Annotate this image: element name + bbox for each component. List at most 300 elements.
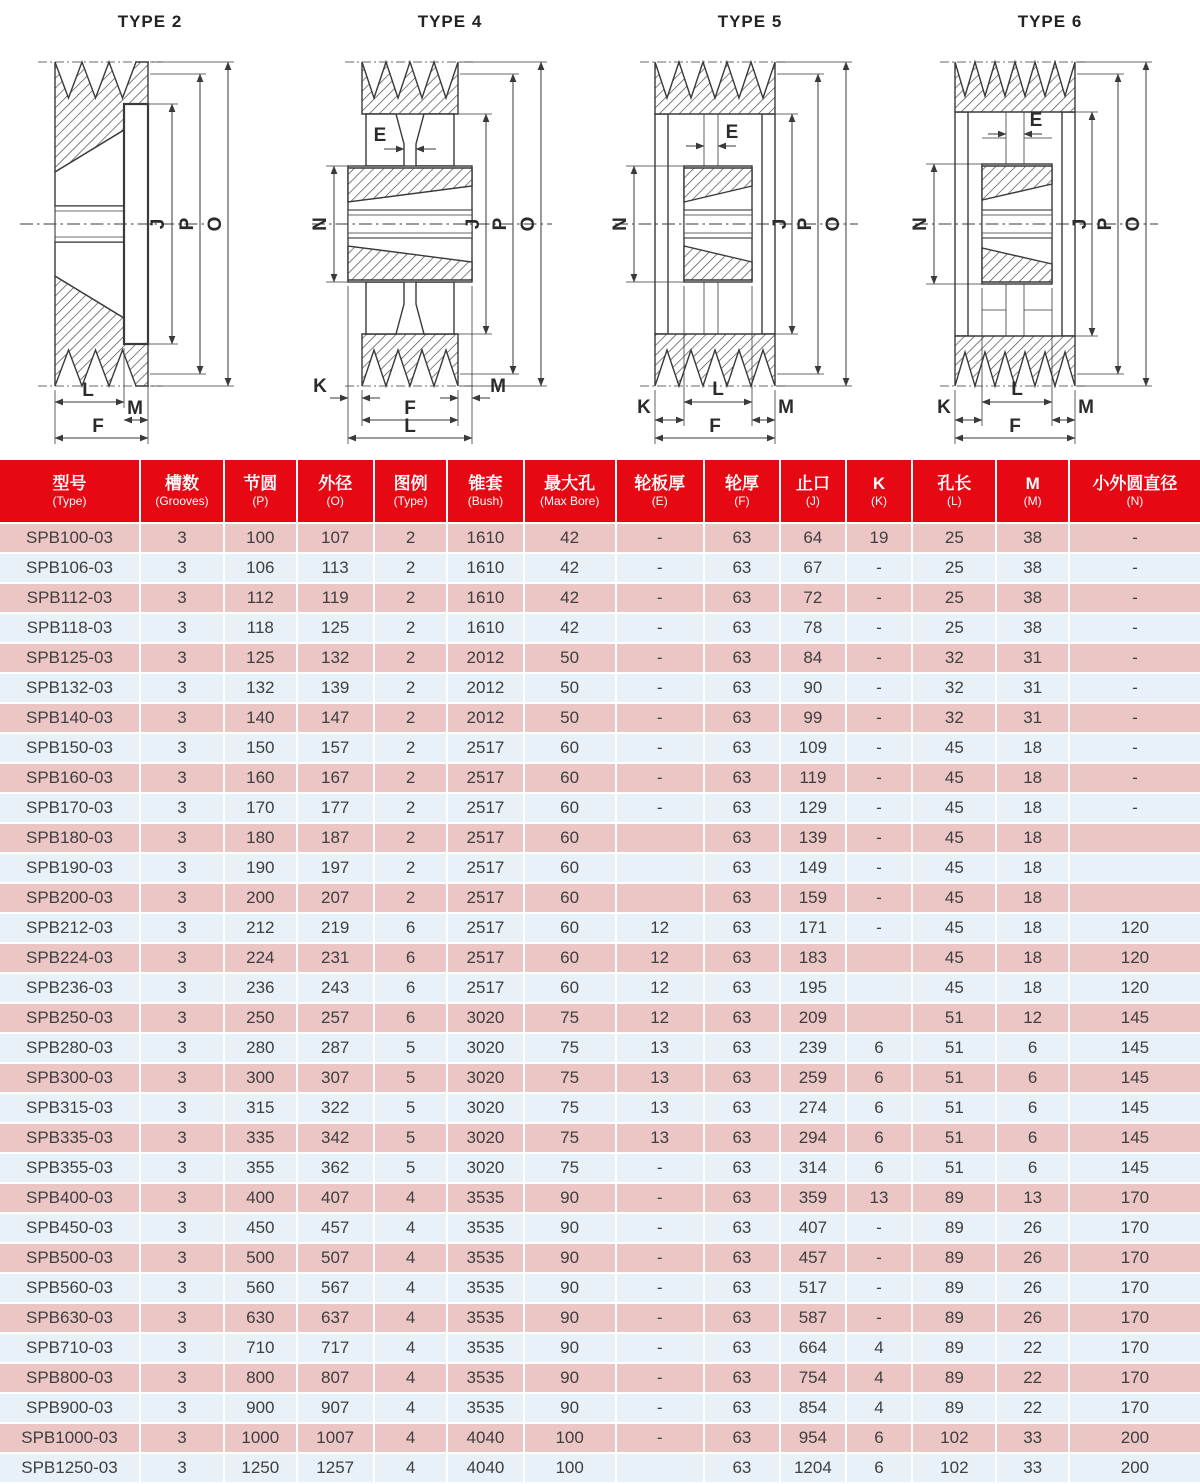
table-cell: 50 [525,644,615,672]
dim-label-o: O [823,216,844,232]
table-row [0,884,1200,912]
table-cell: 13 [847,1184,912,1212]
table-cell: - [617,704,703,732]
table-cell: - [617,1424,703,1452]
table-cell: 2 [375,674,446,702]
table-cell: 900 [225,1394,295,1422]
table-row [0,1364,1200,1392]
table-cell: 75 [525,1034,615,1062]
table-cell: 109 [781,734,845,762]
table-cell: SPB1000-03 [0,1424,139,1452]
table-cell: 6 [997,1094,1067,1122]
table-cell: 22 [997,1364,1067,1392]
dim-label-l: L [82,380,94,401]
table-cell: - [617,524,703,552]
table-cell: 18 [997,944,1067,972]
table-cell: 3 [141,704,223,732]
table-cell: 63 [705,524,779,552]
table-cell: 754 [781,1364,845,1392]
table-cell: - [847,764,912,792]
table-cell: 89 [913,1184,995,1212]
table-cell: 60 [525,854,615,882]
table-cell: SPB280-03 [0,1034,139,1062]
table-cell: SPB200-03 [0,884,139,912]
table-cell: 99 [781,704,845,732]
table-cell: 170 [1070,1364,1200,1392]
table-cell: 45 [913,764,995,792]
table-cell: 2517 [448,854,522,882]
table-cell: 119 [298,584,373,612]
table-cell: 63 [705,1214,779,1242]
table-cell: SPB125-03 [0,644,139,672]
table-cell: 102 [913,1454,995,1482]
table-body [0,524,1200,1482]
table-cell: 63 [705,944,779,972]
table-cell: 6 [997,1034,1067,1062]
table-cell [1070,884,1200,912]
table-cell: 3 [141,1424,223,1452]
table-cell: 664 [781,1334,845,1362]
table-row [0,824,1200,852]
table-cell: SPB118-03 [0,614,139,642]
table-cell: 407 [781,1214,845,1242]
table-cell: 63 [705,824,779,852]
table-cell: 3 [141,1124,223,1152]
table-cell: 854 [781,1394,845,1422]
table-cell: 3535 [448,1304,522,1332]
table-cell: - [847,674,912,702]
table-cell: 90 [525,1244,615,1272]
table-cell: - [617,674,703,702]
table-cell: 500 [225,1244,295,1272]
table-cell: 18 [997,764,1067,792]
table-cell: 72 [781,584,845,612]
table-cell: - [617,1334,703,1362]
table-cell: 2 [375,884,446,912]
table-cell: 13 [997,1184,1067,1212]
table-cell: 274 [781,1094,845,1122]
table-cell: 5 [375,1124,446,1152]
table-cell: 4 [375,1304,446,1332]
table-cell: SPB900-03 [0,1394,139,1422]
table-cell: 25 [913,584,995,612]
table-cell: SPB400-03 [0,1184,139,1212]
table-cell: 159 [781,884,845,912]
table-cell: 63 [705,1424,779,1452]
table-cell: 63 [705,584,779,612]
table-cell: - [1070,794,1200,822]
table-cell: 450 [225,1214,295,1242]
table-cell: 907 [298,1394,373,1422]
table-cell: 3 [141,674,223,702]
table-cell: - [847,1214,912,1242]
table-cell [617,824,703,852]
table-cell: 3535 [448,1364,522,1392]
table-cell: 3 [141,1244,223,1272]
column-header: 锥套 (Bush) [448,460,522,522]
table-cell: 180 [225,824,295,852]
table-cell: 3 [141,1154,223,1182]
diagram-title: TYPE 5 [717,12,783,31]
table-cell: 13 [617,1124,703,1152]
table-cell: 6 [847,1094,912,1122]
table-cell: 3 [141,1004,223,1032]
type-5-drawing [600,34,900,448]
table-cell: 132 [298,644,373,672]
table-cell: SPB100-03 [0,524,139,552]
table-cell: SPB450-03 [0,1214,139,1242]
table-cell: 84 [781,644,845,672]
table-cell: 51 [913,1064,995,1092]
table-cell: 280 [225,1034,295,1062]
table-cell: 38 [997,524,1067,552]
table-cell: 78 [781,614,845,642]
table-cell: 3535 [448,1334,522,1362]
table-cell: 2 [375,794,446,822]
table-cell: 22 [997,1394,1067,1422]
table-cell: 90 [525,1304,615,1332]
table-cell: 42 [525,554,615,582]
table-cell: 6 [847,1124,912,1152]
table-cell: - [847,854,912,882]
dim-label-k: K [937,397,951,418]
table-cell: 33 [997,1454,1067,1482]
table-cell: 4 [375,1214,446,1242]
table-cell: 25 [913,614,995,642]
table-cell: SPB170-03 [0,794,139,822]
dim-label-o: O [205,216,226,232]
table-cell: 3 [141,1064,223,1092]
table-cell: 3020 [448,1124,522,1152]
table-cell: 2517 [448,974,522,1002]
table-cell: 807 [298,1364,373,1392]
table-cell: 12 [617,914,703,942]
table-cell: 60 [525,914,615,942]
table-cell: 90 [525,1184,615,1212]
table-cell: 89 [913,1304,995,1332]
table-cell: 200 [1070,1424,1200,1452]
table-cell: SPB335-03 [0,1124,139,1152]
table-cell: 150 [225,734,295,762]
table-row [0,1094,1200,1122]
table-cell: 63 [705,1334,779,1362]
table-cell: 63 [705,764,779,792]
table-cell: 51 [913,1004,995,1032]
table-cell: 149 [781,854,845,882]
table-cell: 45 [913,854,995,882]
table-cell: 22 [997,1334,1067,1362]
table-cell: 1610 [448,524,522,552]
table-cell: 2 [375,614,446,642]
table-cell: 3 [141,1094,223,1122]
column-header: 止口 (J) [781,460,845,522]
table-row [0,644,1200,672]
table-cell: 800 [225,1364,295,1392]
table-cell: 63 [705,1184,779,1212]
dim-label-f: F [404,398,416,419]
table-cell: 51 [913,1124,995,1152]
table-cell: 170 [1070,1184,1200,1212]
table-cell: 75 [525,1154,615,1182]
table-cell: 3 [141,524,223,552]
table-cell: 5 [375,1064,446,1092]
table-cell: 60 [525,764,615,792]
table-cell: 32 [913,704,995,732]
table-cell: SPB212-03 [0,914,139,942]
dim-label-m: M [490,376,506,397]
table-cell: 3 [141,1304,223,1332]
type-4-drawing [300,34,600,448]
table-cell: SPB224-03 [0,944,139,972]
table-cell: 90 [525,1274,615,1302]
table-cell: 18 [997,824,1067,852]
column-header: 图例 (Type) [375,460,446,522]
table-cell: 2 [375,584,446,612]
table-cell: 457 [298,1214,373,1242]
table-cell: - [847,1304,912,1332]
table-cell: 63 [705,1454,779,1482]
table-cell: 75 [525,1124,615,1152]
table-cell: 170 [1070,1214,1200,1242]
table-cell: 4 [375,1244,446,1272]
table-cell: 239 [781,1034,845,1062]
table-cell: 5 [375,1094,446,1122]
table-cell: 63 [705,854,779,882]
table-cell: 60 [525,824,615,852]
dim-label-l: L [404,416,416,437]
table-cell: 118 [225,614,295,642]
table-cell: 63 [705,914,779,942]
table-cell: 42 [525,524,615,552]
table-cell: 359 [781,1184,845,1212]
table-cell: 3535 [448,1244,522,1272]
table-cell: - [617,1274,703,1302]
table-cell: 187 [298,824,373,852]
table-cell: 630 [225,1304,295,1332]
dim-label-k: K [637,397,651,418]
dim-label-f: F [1009,416,1021,437]
dim-label-j: J [148,218,169,230]
table-cell: 32 [913,674,995,702]
table-row [0,854,1200,882]
table-cell: 2 [375,734,446,762]
table-cell: 75 [525,1094,615,1122]
table-cell: 38 [997,614,1067,642]
table-cell: 167 [298,764,373,792]
table-cell: 18 [997,794,1067,822]
diagram-type-2 [0,0,300,450]
table-cell: 45 [913,824,995,852]
table-cell: - [1070,644,1200,672]
table-cell [847,974,912,1002]
table-cell: 6 [375,1004,446,1032]
table-cell: 25 [913,554,995,582]
table-cell: 60 [525,794,615,822]
table-cell: 507 [298,1244,373,1272]
dim-label-p: P [490,217,511,231]
dim-label-p: P [1095,217,1116,231]
diagram-type-4 [300,0,600,450]
table-cell: 6 [997,1064,1067,1092]
table-cell: 257 [298,1004,373,1032]
diagram-title: TYPE 6 [1017,12,1083,31]
table-cell: - [617,644,703,672]
table-cell: 1250 [225,1454,295,1482]
table-cell: 259 [781,1064,845,1092]
table-cell: - [617,794,703,822]
table-cell: 132 [225,674,295,702]
table-cell: 3 [141,734,223,762]
table-cell: 2517 [448,764,522,792]
table-cell: 129 [781,794,845,822]
table-cell: 195 [781,974,845,1002]
column-header: 孔长 (L) [913,460,995,522]
table-cell: 45 [913,914,995,942]
dim-label-m: M [127,398,143,419]
table-cell: 197 [298,854,373,882]
table-cell: - [617,584,703,612]
table-cell: 3 [141,1274,223,1302]
table-cell: 219 [298,914,373,942]
table-cell: 51 [913,1154,995,1182]
table-cell: 31 [997,704,1067,732]
table-cell: SPB160-03 [0,764,139,792]
table-cell: 18 [997,854,1067,882]
table-cell: 250 [225,1004,295,1032]
table-cell [1070,854,1200,882]
table-cell: - [847,584,912,612]
table-cell: 19 [847,524,912,552]
table-cell: 18 [997,914,1067,942]
table-cell: - [1070,524,1200,552]
table-cell: 26 [997,1244,1067,1272]
table-cell: 362 [298,1154,373,1182]
diagram-title: TYPE 2 [117,12,183,31]
table-cell: 4 [375,1184,446,1212]
table-cell: 335 [225,1124,295,1152]
table-cell: - [617,1214,703,1242]
table-cell: 106 [225,554,295,582]
table-row [0,1004,1200,1032]
table-cell: 5 [375,1154,446,1182]
table-cell: 42 [525,584,615,612]
table-cell: 63 [705,1244,779,1272]
column-header: 节圆 (P) [225,460,295,522]
pulley-diagrams [0,0,1200,450]
table-cell: 3 [141,944,223,972]
table-cell: 171 [781,914,845,942]
table-cell: - [847,1244,912,1272]
table-cell: - [847,914,912,942]
table-cell: SPB180-03 [0,824,139,852]
table-header-row [0,460,1200,522]
table-cell: 160 [225,764,295,792]
table-cell: SPB355-03 [0,1154,139,1182]
table-cell: 3 [141,644,223,672]
table-cell: 100 [525,1424,615,1452]
table-cell: 3 [141,884,223,912]
table-cell: 2 [375,554,446,582]
table-row [0,584,1200,612]
table-cell: 3020 [448,1094,522,1122]
table-cell: SPB710-03 [0,1334,139,1362]
table-row [0,1394,1200,1422]
table-cell: 89 [913,1394,995,1422]
table-cell: - [1070,704,1200,732]
table-cell: 45 [913,794,995,822]
table-cell: 33 [997,1424,1067,1452]
dim-label-f: F [92,416,104,437]
table-cell: 6 [375,974,446,1002]
table-cell: 125 [298,614,373,642]
table-cell: 13 [617,1064,703,1092]
dim-label-f: F [709,416,721,437]
table-cell: 63 [705,1064,779,1092]
table-cell: - [847,614,912,642]
table-cell: 2517 [448,944,522,972]
table-cell: 3 [141,1334,223,1362]
dim-label-p: P [795,217,816,231]
table-cell: 31 [997,674,1067,702]
table-cell: 3 [141,1394,223,1422]
dim-label-m: M [1078,397,1094,418]
table-cell: 3 [141,584,223,612]
table-cell: 717 [298,1334,373,1362]
table-cell: 112 [225,584,295,612]
table-row [0,1454,1200,1482]
table-cell: 50 [525,674,615,702]
table-cell: 6 [847,1454,912,1482]
table-cell: 3 [141,824,223,852]
table-cell: 89 [913,1244,995,1272]
table-cell: 2 [375,824,446,852]
table-cell: SPB800-03 [0,1364,139,1392]
table-cell: - [1070,764,1200,792]
table-cell: 2 [375,644,446,672]
table-cell: 120 [1070,944,1200,972]
diagram-type-5 [600,0,900,450]
table-cell: 60 [525,734,615,762]
table-cell: 120 [1070,914,1200,942]
table-cell: 120 [1070,974,1200,1002]
table-cell: 6 [847,1154,912,1182]
table-cell: - [847,554,912,582]
table-cell: 26 [997,1214,1067,1242]
table-row [0,704,1200,732]
table-cell: SPB500-03 [0,1244,139,1272]
table-cell: 294 [781,1124,845,1152]
table-cell: 314 [781,1154,845,1182]
table-cell: - [847,794,912,822]
table-cell: 63 [705,554,779,582]
table-cell: 31 [997,644,1067,672]
table-cell: 125 [225,644,295,672]
table-cell: 1007 [298,1424,373,1452]
table-cell: 207 [298,884,373,912]
table-cell: - [847,884,912,912]
table-cell: 243 [298,974,373,1002]
dim-label-j: J [463,218,484,230]
table-cell: SPB630-03 [0,1304,139,1332]
table-cell: 145 [1070,1094,1200,1122]
table-cell: 1610 [448,614,522,642]
table-row [0,1154,1200,1182]
table-cell: 100 [225,524,295,552]
table-cell: - [1070,734,1200,762]
table-cell: 100 [525,1454,615,1482]
table-cell: SPB560-03 [0,1274,139,1302]
table-cell: 145 [1070,1124,1200,1152]
